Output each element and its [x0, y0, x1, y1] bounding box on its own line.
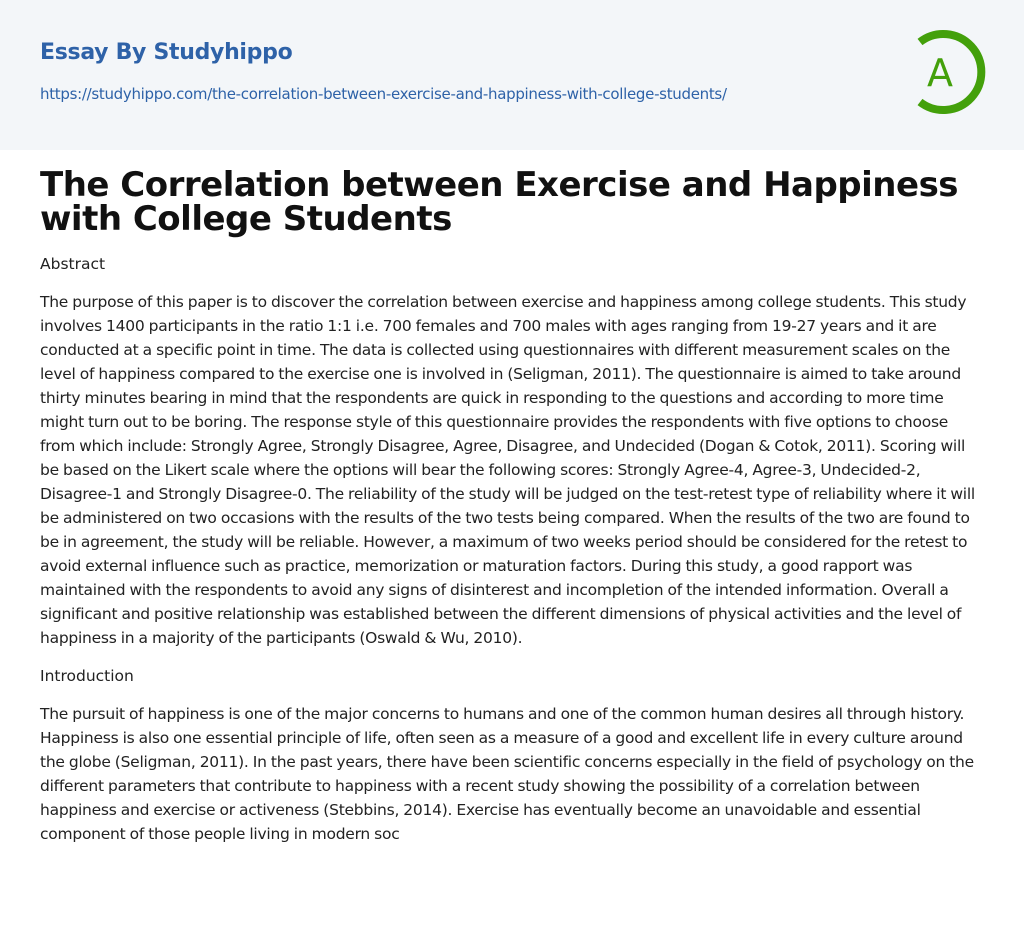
abstract-paragraph: The purpose of this paper is to discover the correlation between exercise and happiness among college students. This study involves 1400 participants in the ratio 1:1 i.e. 700 females and 700 males with ages ranging from 19-27 years and it are conducted at a specific point in time. The data is collected using questionnaires with different measurement scales on the level of happiness compared to the exercise one is involved in (Seligman, 2011). The questionnaire is aimed to take around thirty minutes bearing in mind that the respondents are quick in responding to the questions and according to more time might turn out to be boring. The response style of this questionnaire provides the respondents with five options to choose from which include: Strongly Agree, Strongly Disagree, Agree, Disagree, and Undecided (Dogan & Cotok, 2011). Scoring will be based on the Likert scale where the options will bear the following scores: Strongly Agree-4, Agree-3, Undecided-2, Disagree-1 and Strongly Disagree-0. The reliability of the study will be judged on the test-retest type of reliability where it will be administered on two occasions with the results of the two tests being compared. When the results of the two are found to be in agreement, the study will be reliable. However, a maximum of two weeks period should be considered for the retest to avoid external influence such as practice, memorization or maturation factors. During this study, a good rapport was maintained with the respondents to avoid any signs of disinterest and incompletion of the intended information. Overall a significant and positive relationship was established between the different dimensions of physical activities and the level of happiness in a majority of the participants (Oswald & Wu, 2010).	[40, 293, 975, 647]
logo-icon	[908, 28, 988, 116]
site-header	[0, 0, 1024, 150]
introduction-paragraph: The pursuit of happiness is one of the major concerns to humans and one of the common human desires all through history. Happiness is also one essential principle of life, often seen as a measure of a good and excellent life in every culture around the globe (Seligman, 2011). In the past years, there have been scientific concerns especially in the field of psychology on the different parameters that contribute to happiness with a recent study showing the possibility of a correlation between happiness and exercise or activeness (Stebbins, 2014). Exercise has eventually become an unavoidable and essential component of those people living in modern soc	[40, 705, 974, 843]
section-heading-abstract: Abstract	[40, 255, 106, 273]
brand-title: Essay By Studyhippo	[40, 40, 293, 65]
svg-text:A: A	[927, 51, 953, 95]
article-title: The Correlation between Exercise and Happiness with College Students	[40, 165, 959, 239]
section-heading-introduction: Introduction	[40, 667, 134, 685]
essay-url-link[interactable]: https://studyhippo.com/the-correlation-between-exercise-and-happiness-with-college-students/	[40, 85, 727, 103]
article	[0, 150, 1024, 846]
